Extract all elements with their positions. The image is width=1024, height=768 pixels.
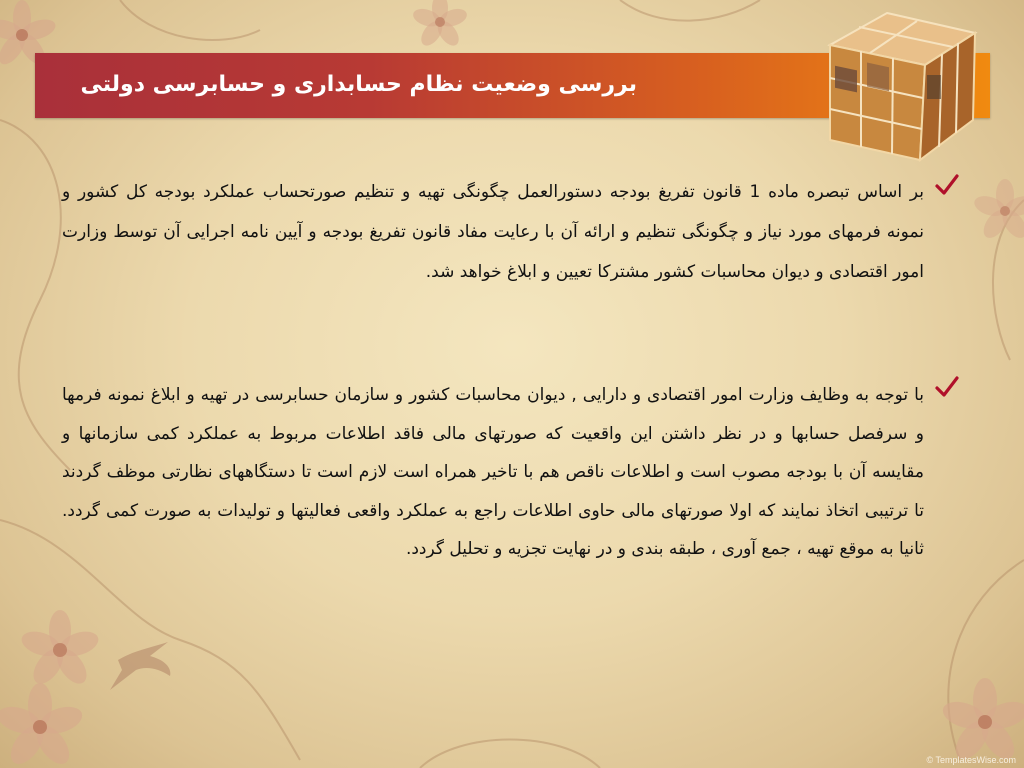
watermark: © TemplatesWise.com bbox=[926, 755, 1016, 765]
slide-title: بررسی وضعیت نظام حسابداری و حسابرسی دولتی bbox=[80, 72, 637, 97]
flower-bottom-left bbox=[0, 683, 86, 768]
hummingbird-icon bbox=[110, 642, 170, 690]
flower-bottom-right bbox=[939, 678, 1024, 765]
flower-top-middle bbox=[411, 0, 469, 49]
checkmark-icon bbox=[934, 172, 960, 198]
checkmark-icon bbox=[934, 374, 960, 400]
flower-left-lower bbox=[19, 610, 102, 689]
photo-cube-icon bbox=[775, 5, 1005, 170]
bullet-paragraph-2: با توجه به وظایف وزارت امور اقتصادی و دارایی , دیوان محاسبات کشور و سازمان حسابرسی در تهیه و ابلاغ نمونه فرمها و سرفصل حسابها و در نظر داشتن این واقعیت که صورتهای مالی فاقد اطلاعات مربوط به عملکرد کمی سازمانها و مقایسه آن با بودجه مصوب است و اطلاعات ناقص هم با تاخیر همراه است لازم است تا دستگاههای نظارتی موظف گردند تا ترتیبی اتخاذ نمایند که اولا صورتهای مالی حاوی اطلاعات راجع به عملکرد واقعی فعالیتها و تولیدات به صورت کمی گردد. ثانیا به موقع تهیه ، جمع آوری ، طبقه بندی و در نهایت تجزیه و تحلیل گردد. bbox=[62, 385, 924, 559]
flower-right-upper bbox=[972, 179, 1024, 242]
bullet-paragraph-1: بر اساس تبصره ماده 1 قانون تفریغ بودجه دستورالعمل چگونگی تهیه و تنظیم صورتحساب عملکرد بودجه کل کشور و نمونه فرمهای مورد نیاز و چگونگی تنظیم و ارائه آن با رعایت مفاد قانون تفریغ بودجه و آیین نامه اجرایی آن توسط وزارت امور اقتصادی و دیوان محاسبات کشور مشترکا تعیین و ابلاغ خواهد شد. bbox=[62, 182, 924, 282]
